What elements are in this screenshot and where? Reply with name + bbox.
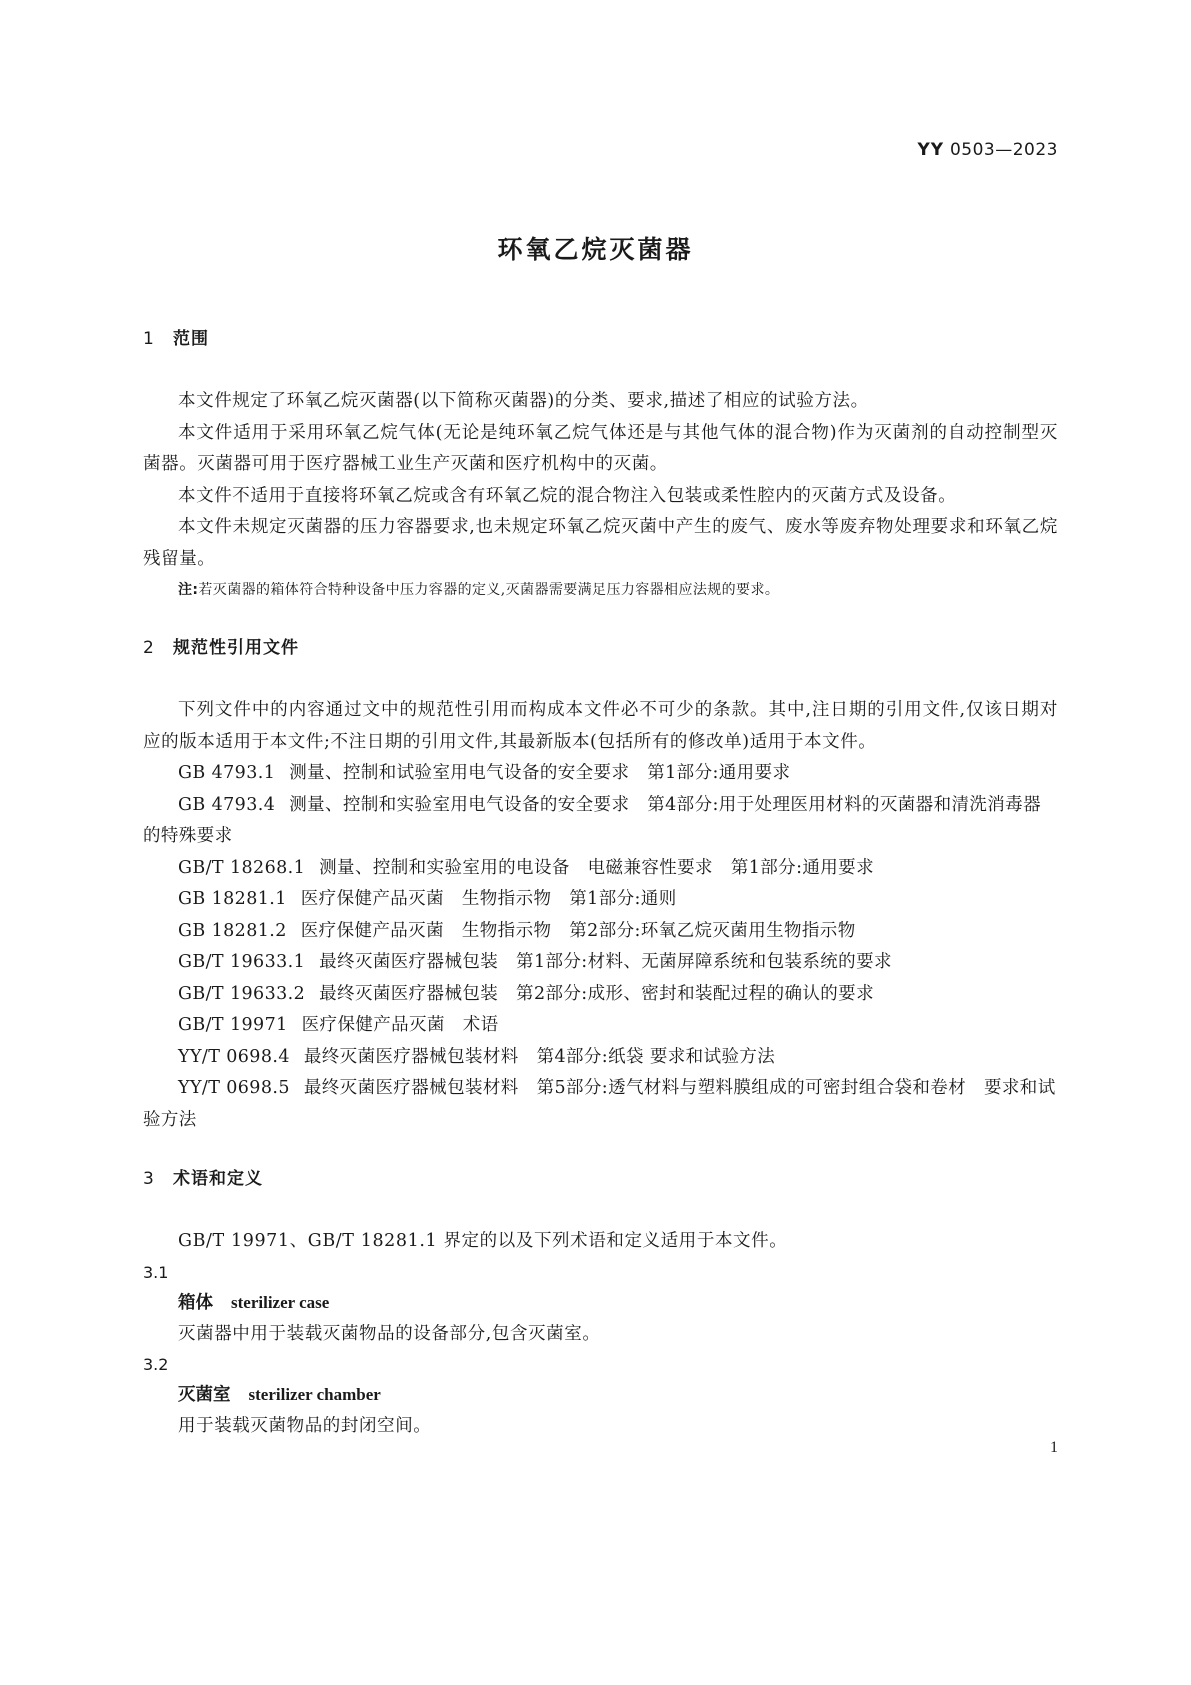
reference-item — [143, 1010, 1058, 1042]
reference-title: 测量、控制和实验室用电气设备的安全要求 第4部分:用于处理医用材料的灭菌器和清洗消毒器的特殊要求 — [143, 794, 1041, 846]
term-number: 3.2 — [143, 1354, 169, 1374]
note — [143, 575, 1058, 605]
term-name-en: sterilizer case — [231, 1292, 330, 1312]
reference-code: GB/T 19633.2 — [178, 983, 306, 1004]
page-number: 1 — [1050, 1439, 1058, 1456]
section-number: 2 — [143, 638, 155, 658]
reference-item — [143, 884, 1058, 916]
reference-code: GB/T 19633.1 — [178, 952, 306, 972]
section-number: 3 — [143, 1169, 155, 1189]
reference-code: GB 18281.1 — [178, 889, 287, 909]
reference-code: YY/T 0698.4 — [178, 1046, 290, 1067]
reference-item — [143, 1073, 1058, 1136]
reference-item — [143, 853, 1058, 885]
reference-code: GB 4793.1 — [178, 763, 276, 783]
standard-code: 0503—2023 — [949, 140, 1058, 160]
section-heading-normative-references — [143, 631, 1058, 665]
reference-item — [143, 979, 1058, 1011]
note-text: 若灭菌器的箱体符合特种设备中压力容器的定义,灭菌器需要满足压力容器相应法规的要求。 — [198, 582, 780, 598]
reference-title: 最终灭菌医疗器械包装 第1部分:材料、无菌屏障系统和包装系统的要求 — [319, 952, 892, 972]
section-number: 1 — [143, 329, 155, 349]
term-name — [143, 1287, 1058, 1319]
note-label: 注: — [178, 582, 199, 598]
term-number: 3.1 — [143, 1262, 169, 1282]
reference-title: 测量、控制和实验室用的电设备 电磁兼容性要求 第1部分:通用要求 — [319, 857, 874, 878]
reference-item — [143, 947, 1058, 979]
reference-code: GB 18281.2 — [178, 920, 287, 941]
section-title: 范围 — [173, 329, 209, 349]
reference-title: 医疗保健产品灭菌 生物指示物 第2部分:环氧乙烷灭菌用生物指示物 — [300, 920, 856, 941]
term-definition: 灭菌器中用于装载灭菌物品的设备部分,包含灭菌室。 — [178, 1323, 601, 1344]
reference-item — [143, 916, 1058, 948]
reference-title: 最终灭菌医疗器械包装材料 第5部分:透气材料与塑料膜组成的可密封组合袋和卷材 要求和试验方法 — [143, 1078, 1056, 1130]
reference-title: 医疗保健产品灭菌 术语 — [301, 1015, 499, 1035]
document-title: 环氧乙烷灭菌器 — [497, 235, 694, 264]
standard-prefix: YY — [917, 140, 945, 160]
standard-number — [917, 140, 1058, 160]
section-heading-scope — [143, 322, 1058, 356]
section-title: 规范性引用文件 — [173, 638, 299, 658]
paragraph: 本文件不适用于直接将环氧乙烷或含有环氧乙烷的混合物注入包装或柔性腔内的灭菌方式及设备。 — [178, 485, 957, 506]
reference-code: YY/T 0698.5 — [178, 1078, 290, 1098]
reference-item — [143, 1042, 1058, 1074]
term-name-zh: 灭菌室 — [178, 1384, 231, 1405]
reference-title: 最终灭菌医疗器械包装材料 第4部分:纸袋 要求和试验方法 — [303, 1046, 776, 1067]
paragraph: 下列文件中的内容通过文中的规范性引用而构成本文件必不可少的条款。其中,注日期的引用文件,仅该日期对应的版本适用于本文件;不注日期的引用文件,其最新版本(包括所有的修改单)适用于本文件。 — [143, 700, 1058, 752]
paragraph: 本文件适用于采用环氧乙烷气体(无论是纯环氧乙烷气体还是与其他气体的混合物)作为灭菌剂的自动控制型灭菌器。灭菌器可用于医疗器械工业生产灭菌和医疗机构中的灭菌。 — [143, 422, 1058, 474]
term-name — [143, 1379, 1058, 1411]
term-name-en: sterilizer chamber — [248, 1384, 381, 1404]
reference-code: GB/T 18268.1 — [178, 857, 306, 878]
reference-title: 医疗保健产品灭菌 生物指示物 第1部分:通则 — [300, 889, 677, 909]
paragraph: 本文件规定了环氧乙烷灭菌器(以下简称灭菌器)的分类、要求,描述了相应的试验方法。 — [178, 391, 869, 411]
reference-code: GB 4793.4 — [178, 794, 276, 815]
paragraph: 本文件未规定灭菌器的压力容器要求,也未规定环氧乙烷灭菌中产生的废气、废水等废弃物处理要求和环氧乙烷残留量。 — [143, 517, 1058, 569]
section-heading-terms-and-definitions — [143, 1162, 1058, 1196]
reference-code: GB/T 19971 — [178, 1015, 288, 1035]
section-title: 术语和定义 — [173, 1169, 263, 1189]
reference-title: 测量、控制和试验室用电气设备的安全要求 第1部分:通用要求 — [289, 763, 791, 783]
reference-item — [143, 758, 1058, 790]
reference-item — [143, 790, 1058, 853]
term-definition: 用于装载灭菌物品的封闭空间。 — [178, 1415, 432, 1436]
document-body — [143, 322, 1058, 1442]
term-name-zh: 箱体 — [178, 1292, 213, 1313]
paragraph: GB/T 19971、GB/T 18281.1 界定的以及下列术语和定义适用于本文件。 — [178, 1231, 788, 1251]
reference-title: 最终灭菌医疗器械包装 第2部分:成形、密封和装配过程的确认的要求 — [319, 983, 874, 1004]
